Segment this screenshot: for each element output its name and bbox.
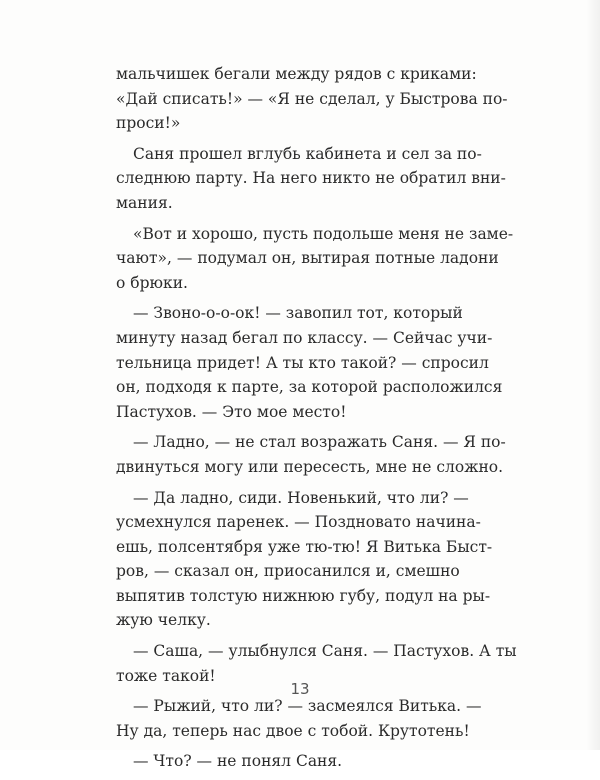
paragraph [116, 694, 482, 743]
page-edge-shadow [586, 0, 600, 750]
text-line: — Рыжий, что ли? — засмеялся Витька. — [133, 697, 482, 716]
text-line: чают», — подумал он, вытирая потные ладони [116, 249, 499, 268]
text-line: тельница придет! А ты кто такой? — спросил [116, 353, 489, 372]
text-line: «Дай списать!» — «Я не сделал, у Быстрова по- [116, 89, 508, 108]
text-line: — Что? — не понял Саня. [133, 752, 343, 771]
text-line: минуту назад бегал по классу. — Сейчас учи- [116, 328, 493, 347]
text-line: тоже такой! [116, 666, 216, 685]
paragraph [116, 749, 456, 774]
paragraph [116, 430, 506, 479]
page-number: 13 [290, 680, 310, 698]
paragraph [116, 301, 503, 424]
text-line: он, подходя к парте, за которой расположился [116, 378, 503, 397]
text-line: Саня прошел вглубь кабинета и сел за по- [133, 144, 482, 163]
paragraph [116, 486, 493, 634]
text-line: проси!» [116, 114, 181, 133]
paragraph [116, 222, 514, 296]
text-line: усмехнулся паренек. — Поздновато начина- [116, 513, 481, 532]
text-line: о брюки. [116, 273, 188, 292]
text-line: — Саша, — улыбнулся Саня. — Пастухов. А ты [133, 642, 517, 661]
body-text [116, 62, 517, 780]
text-line: жую челку. [116, 611, 211, 630]
text-line: мания. [116, 193, 173, 212]
text-line: ров, — сказал он, приосанился и, смешно [116, 562, 460, 581]
text-line: Ну да, теперь нас двое с тобой. Крутотень! [116, 721, 470, 740]
text-line: двинуться могу или пересесть, мне не сложно. [116, 457, 504, 476]
text-line: Пастухов. — Это мое место! [116, 402, 347, 421]
text-line: ешь, полсентября уже тю-тю! Я Витька Быст- [116, 537, 493, 556]
text-line: «Вот и хорошо, пусть подольше меня не заме- [133, 224, 514, 243]
paragraph [116, 62, 508, 136]
text-line: — Ладно, — не стал возражать Саня. — Я по- [133, 433, 506, 452]
text-line: — Звоно-о-о-ок! — завопил тот, который [133, 304, 463, 323]
paragraph [116, 142, 506, 216]
text-line: — Да ладно, сиди. Новенький, что ли? — [133, 488, 469, 507]
text-line: следнюю парту. На него никто не обратил вни- [116, 169, 506, 188]
text-line: выпятив толстую нижнюю губу, подул на ры- [116, 586, 491, 605]
text-line: мальчишек бегали между рядов с криками: [116, 65, 477, 83]
